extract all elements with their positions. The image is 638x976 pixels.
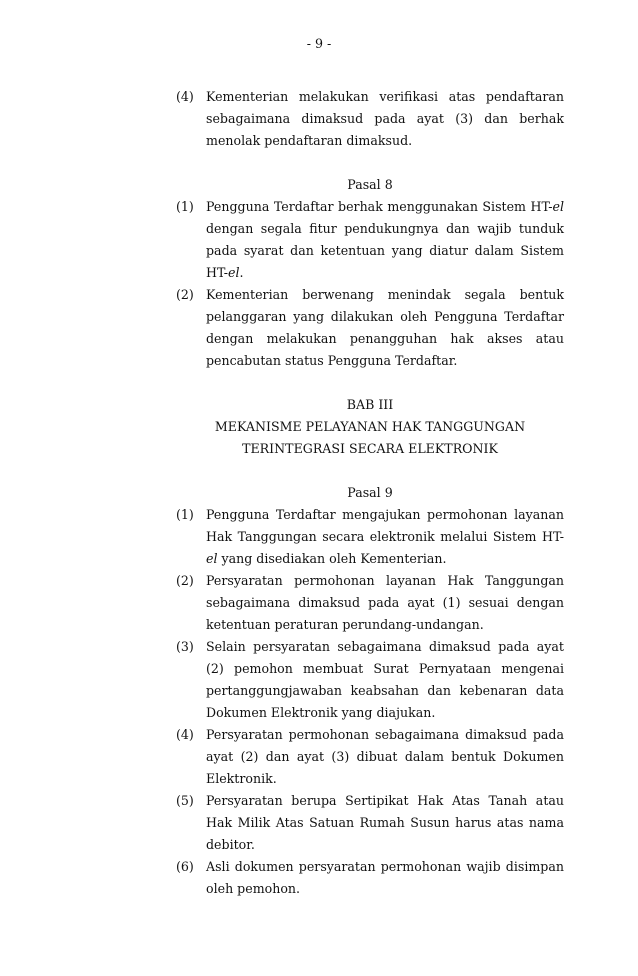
chapter-title-line-2: TERINTEGRASI SECARA ELEKTRONIK — [242, 441, 498, 456]
page-number: - 9 - — [306, 36, 332, 51]
paragraph-item — [176, 570, 564, 636]
paragraph-item — [176, 86, 564, 152]
paragraph-number: (4) — [176, 89, 194, 104]
paragraph-number: (4) — [176, 727, 194, 742]
chapter-label: BAB III — [346, 397, 394, 412]
paragraph-number: (5) — [176, 793, 194, 808]
paragraph-item — [176, 724, 564, 790]
paragraph-number: (6) — [176, 859, 194, 874]
paragraph-number: (3) — [176, 639, 194, 654]
paragraph-item — [176, 284, 564, 372]
paragraph-number: (2) — [176, 287, 194, 302]
pasal-8-heading: Pasal 8 — [347, 177, 393, 192]
paragraph-item — [176, 504, 564, 570]
paragraph-item — [176, 636, 564, 724]
paragraph-text: Pengguna Terdaftar berhak menggunakan Sistem HT-el dengan segala fitur pendukungnya dan wajib tunduk pada syarat dan ketentuan yang diatur dalam Sistem HT-el. — [206, 199, 564, 280]
paragraph-number: (1) — [176, 507, 194, 522]
paragraph-item — [176, 856, 564, 900]
chapter-title-line-1: MEKANISME PELAYANAN HAK TANGGUNGAN — [214, 419, 526, 434]
paragraph-text: Pengguna Terdaftar mengajukan permohonan layanan Hak Tanggungan secara elektronik melalui Sistem HT-el yang disediakan oleh Kementerian. — [206, 507, 564, 566]
paragraph-text: Kementerian berwenang menindak segala bentuk pelanggaran yang dilakukan oleh Pengguna Terdaftar dengan melakukan penangguhan hak akses atau pencabutan status Pengguna Terdaftar. — [206, 287, 564, 368]
paragraph-text: Persyaratan berupa Sertipikat Hak Atas Tanah atau Hak Milik Atas Satuan Rumah Susun harus atas nama debitor. — [206, 793, 564, 852]
chapter-heading — [176, 394, 564, 460]
paragraph-text: Persyaratan permohonan sebagaimana dimaksud pada ayat (2) dan ayat (3) dibuat dalam bentuk Dokumen Elektronik. — [206, 727, 564, 786]
document-body — [176, 86, 564, 900]
pasal-9-heading: Pasal 9 — [347, 485, 393, 500]
paragraph-item — [176, 196, 564, 284]
paragraph-text: Selain persyaratan sebagaimana dimaksud pada ayat (2) pemohon membuat Surat Pernyataan mengenai pertanggungjawaban keabsahan dan kebenaran data Dokumen Elektronik yang diajukan. — [206, 639, 564, 720]
paragraph-item — [176, 790, 564, 856]
paragraph-text: Asli dokumen persyaratan permohonan wajib disimpan oleh pemohon. — [206, 859, 564, 896]
paragraph-text: Kementerian melakukan verifikasi atas pendaftaran sebagaimana dimaksud pada ayat (3) dan berhak menolak pendaftaran dimaksud. — [206, 89, 564, 148]
paragraph-text: Persyaratan permohonan layanan Hak Tanggungan sebagaimana dimaksud pada ayat (1) sesuai dengan ketentuan peraturan perundang-undangan. — [206, 573, 564, 632]
paragraph-number: (1) — [176, 199, 194, 214]
paragraph-number: (2) — [176, 573, 194, 588]
